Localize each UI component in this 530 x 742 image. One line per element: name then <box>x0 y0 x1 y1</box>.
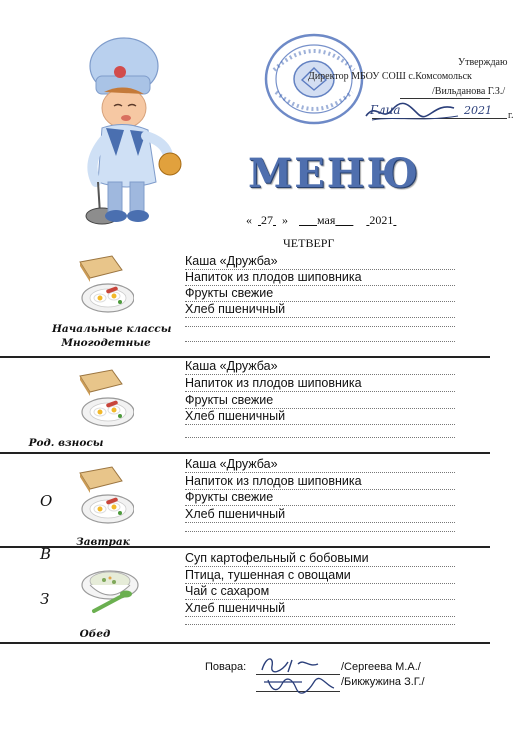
menu-item: Птица, тушенная с овощами <box>185 567 455 584</box>
section-divider <box>0 452 490 454</box>
weekday: ЧЕТВЕРГ <box>283 236 335 250</box>
breakfast-plate-icon <box>72 463 134 527</box>
menu-item: Каша «Дружба» <box>185 253 455 270</box>
breakfast-plate-icon <box>72 366 134 430</box>
approval-line-approve: Утверждаю <box>458 57 508 68</box>
menu-item: Каша «Дружба» <box>185 456 455 473</box>
menu-item: Чай с сахаром <box>185 583 455 600</box>
section-caption: Обед <box>79 628 111 640</box>
menu-item: Напиток из плодов шиповника <box>185 269 455 286</box>
approval-handwritten-year: 2021 <box>464 104 492 117</box>
menu-item: Каша «Дружба» <box>185 358 455 375</box>
date-month: мая <box>317 213 336 227</box>
menu-item: Хлеб пшеничный <box>185 301 455 318</box>
section-caption: Род. взносы <box>28 437 104 449</box>
menu-item: Фрукты свежие <box>185 392 455 409</box>
date-day: 27 <box>261 213 273 227</box>
ovz-letter: О <box>40 492 53 510</box>
approval-line-position: Директор МБОУ СОШ с.Комсомольск <box>308 71 472 82</box>
menu-item: Фрукты свежие <box>185 489 455 506</box>
section-caption: Многодетные <box>61 337 151 349</box>
date-year: 2021 <box>369 213 394 227</box>
blank-line <box>185 531 455 532</box>
blank-line <box>185 341 455 342</box>
date-close-quote: » <box>282 213 288 227</box>
menu-item: Напиток из плодов шиповника <box>185 473 455 490</box>
section-caption: Начальные классы <box>52 323 172 335</box>
approval-handwritten-day: Глиа <box>370 103 401 117</box>
blank-line <box>185 437 455 438</box>
chef-boy-illustration <box>76 32 200 228</box>
date-open-quote: « <box>246 213 252 227</box>
blank-line <box>185 624 455 625</box>
blank-line <box>185 326 455 327</box>
cook-signature-icon <box>258 654 324 676</box>
ovz-letter: З <box>40 590 50 608</box>
cook-name: /Сергеева М.А./ <box>341 661 421 673</box>
menu-item: Хлеб пшеничный <box>185 600 455 617</box>
section-divider <box>0 546 490 548</box>
breakfast-plate-icon <box>72 252 134 316</box>
soup-bowl-icon <box>80 555 142 615</box>
menu-item: Суп картофельный с бобовыми <box>185 550 455 567</box>
approval-line-name: /Вильданова Г.З./ <box>432 86 506 97</box>
cook-name: /Бикжужина З.Г./ <box>341 676 425 688</box>
menu-item: Хлеб пшеничный <box>185 408 455 425</box>
ovz-letter: В <box>40 545 52 563</box>
approval-year-suffix: г. <box>508 110 514 121</box>
section-caption: Завтрак <box>76 536 130 548</box>
menu-item: Хлеб пшеничный <box>185 506 455 523</box>
cooks-label: Повара: <box>205 661 247 673</box>
menu-item: Напиток из плодов шиповника <box>185 375 455 392</box>
menu-item: Фрукты свежие <box>185 285 455 302</box>
cook-signature-icon <box>262 674 338 696</box>
menu-date <box>246 213 396 228</box>
menu-title: МЕНЮ <box>248 150 421 197</box>
section-divider <box>0 642 490 644</box>
